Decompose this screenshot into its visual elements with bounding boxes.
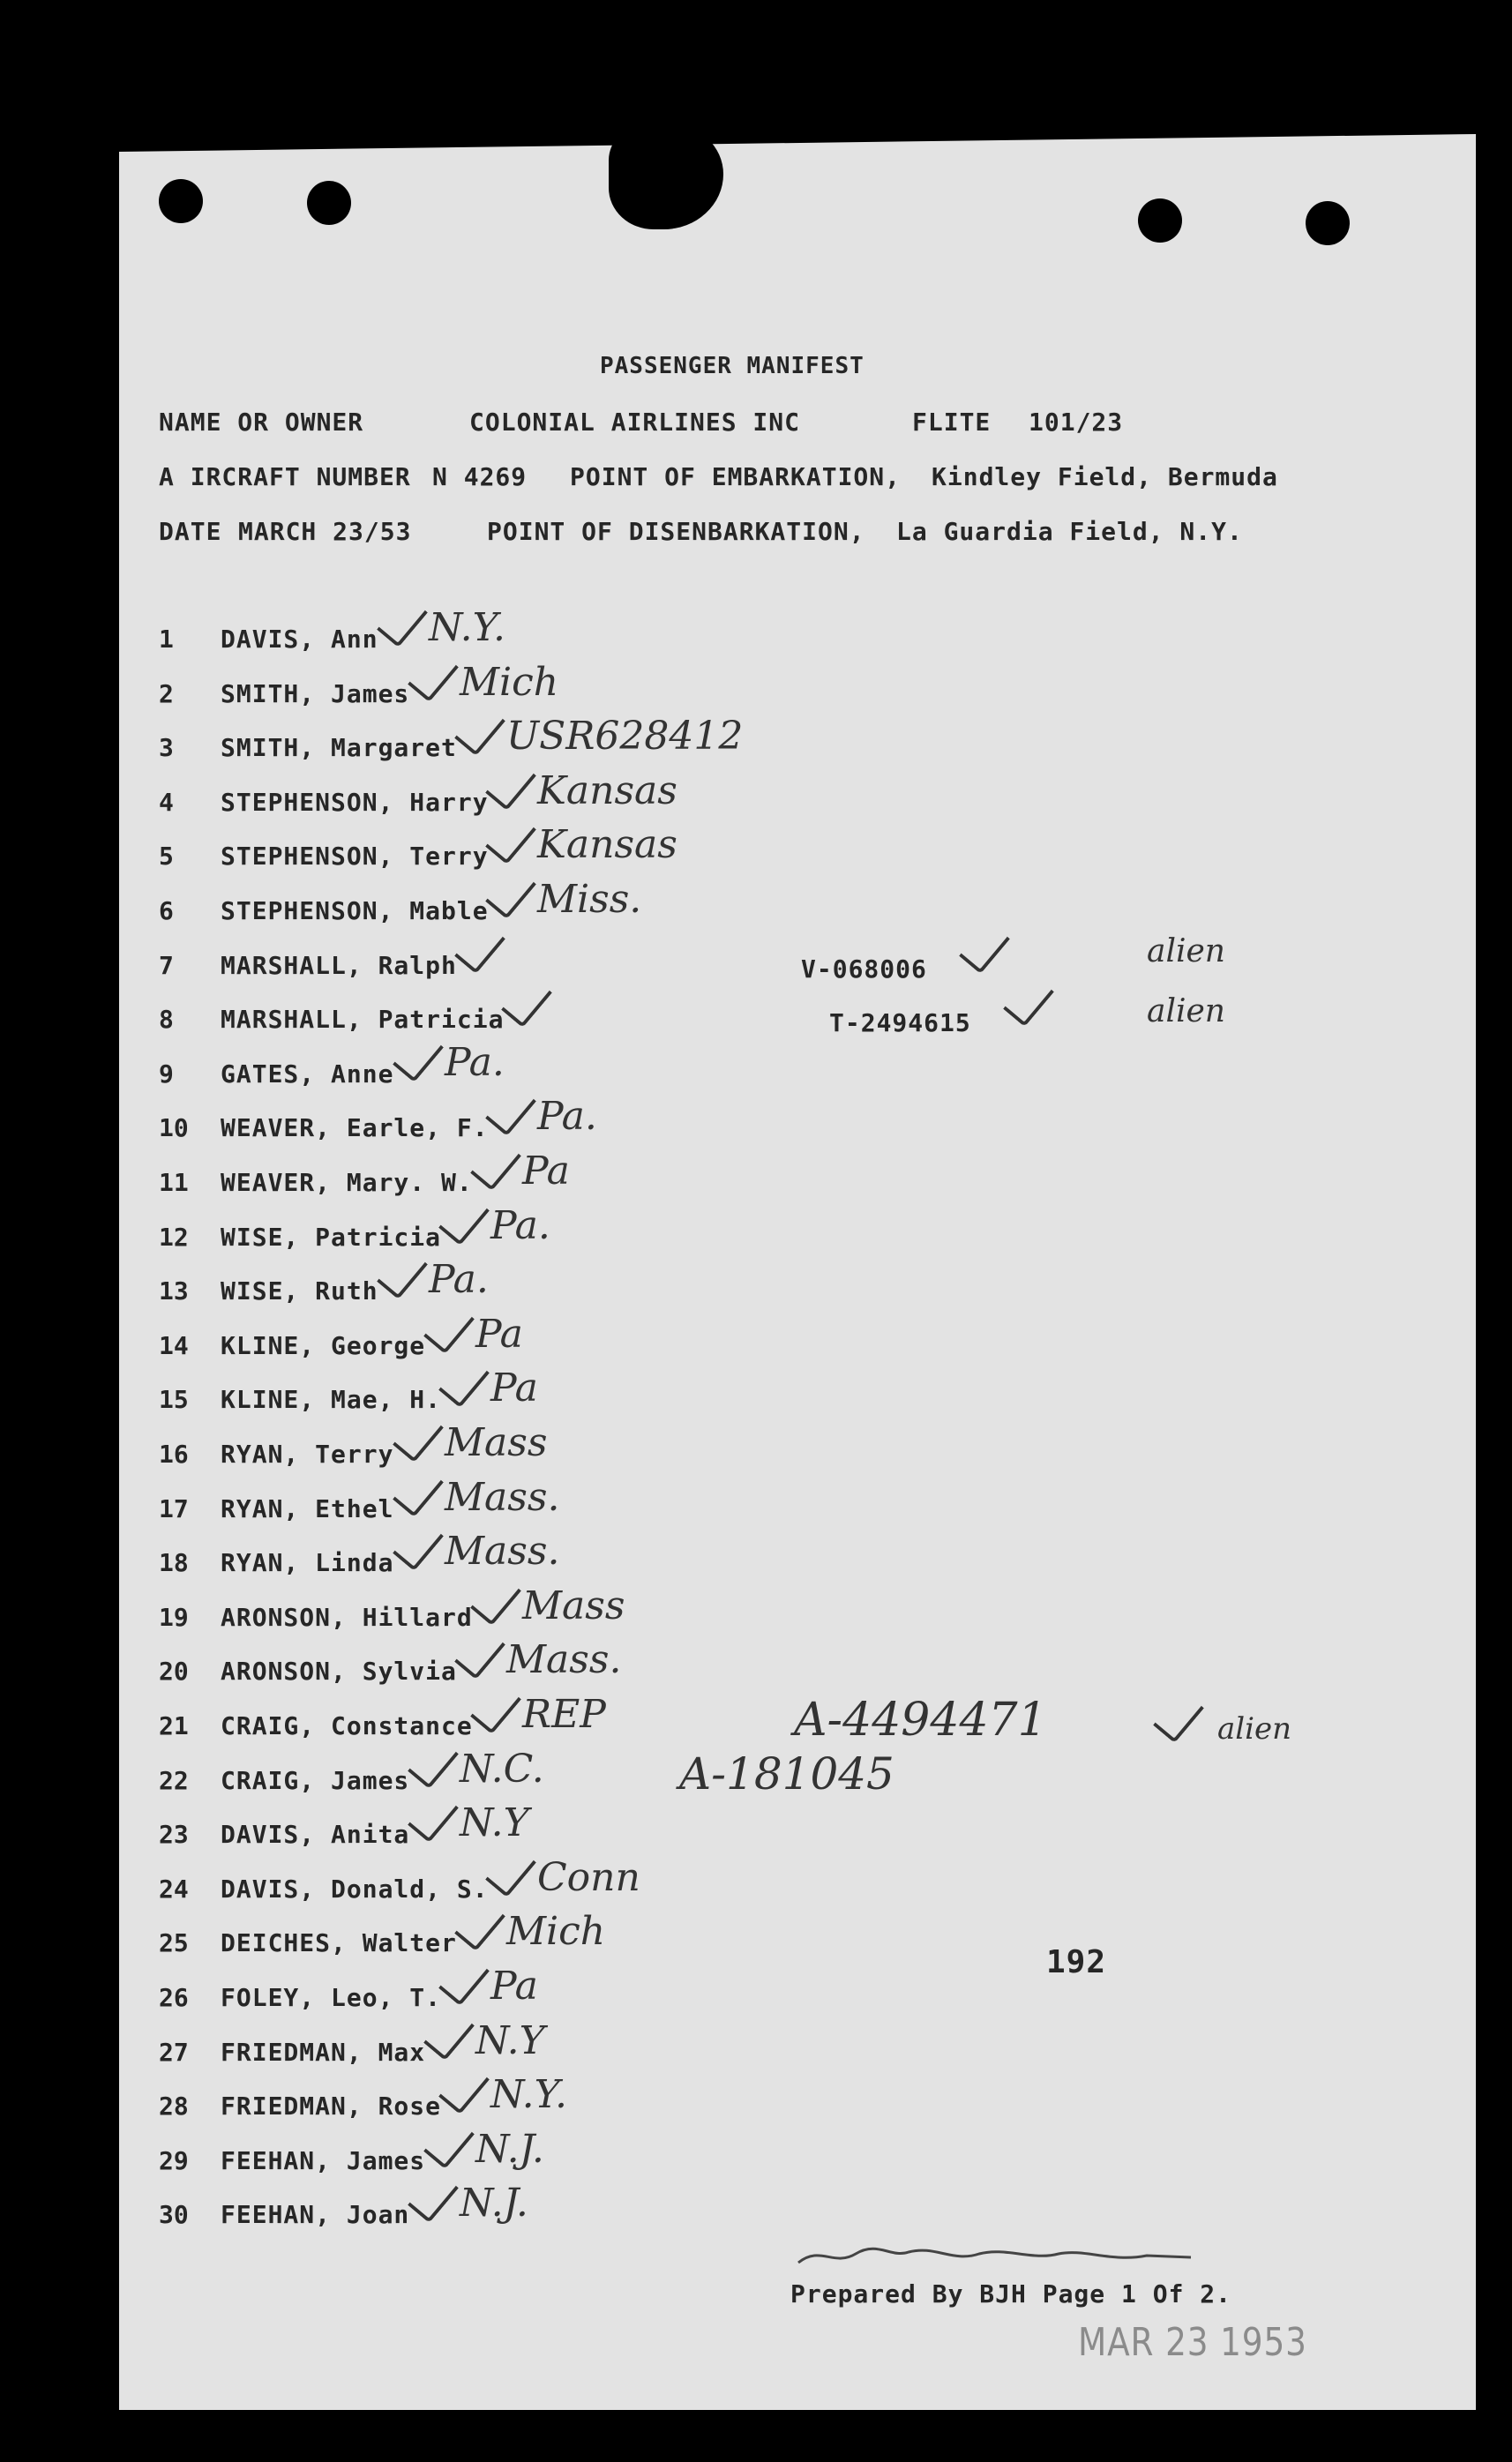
- flite-label: FLITE: [912, 408, 992, 437]
- doc-number-row7: V-068006: [801, 954, 927, 984]
- passenger-number: 13: [159, 1276, 189, 1306]
- alien-note-row8: alien: [1147, 993, 1225, 1029]
- embark-value: Kindley Field, Bermuda: [932, 462, 1278, 491]
- passenger-name: FRIEDMAN, Max: [221, 2038, 426, 2067]
- state-note: N.J.: [475, 2127, 544, 2172]
- state-note: Kansas: [537, 768, 677, 813]
- passenger-name: FRIEDMAN, Rose: [221, 2092, 442, 2121]
- passenger-number: 3: [159, 733, 174, 762]
- passenger-name: STEPHENSON, Terry: [221, 842, 489, 871]
- passenger-number: 15: [159, 1385, 189, 1414]
- passenger-name: WEAVER, Earle, F.: [221, 1113, 489, 1142]
- state-note: Pa.: [429, 1257, 489, 1302]
- passenger-name: DAVIS, Anita: [221, 1820, 410, 1849]
- passenger-number: 10: [159, 1113, 189, 1142]
- disembark-value: La Guardia Field, N.Y.: [896, 517, 1243, 546]
- passenger-number: 22: [159, 1766, 189, 1795]
- state-note: N.C.: [460, 1747, 544, 1792]
- passenger-number: 6: [159, 896, 174, 925]
- passenger-number: 30: [159, 2200, 189, 2229]
- passenger-name: WEAVER, Mary. W.: [221, 1168, 473, 1197]
- state-note: Mich: [506, 1909, 606, 1954]
- state-note: REP: [522, 1692, 606, 1737]
- passenger-name: SMITH, James: [221, 679, 410, 708]
- state-note: N.Y: [475, 2018, 545, 2063]
- disembark-label: POINT OF DISENBARKATION,: [487, 517, 865, 546]
- passenger-number: 18: [159, 1548, 189, 1577]
- passenger-number: 4: [159, 788, 174, 817]
- passenger-number: 12: [159, 1223, 189, 1252]
- signature: [794, 2227, 1200, 2280]
- passenger-number: 23: [159, 1820, 189, 1849]
- passenger-name: DEICHES, Walter: [221, 1928, 457, 1957]
- punch-hole: [159, 179, 203, 223]
- passenger-number: 9: [159, 1059, 174, 1089]
- punch-hole: [1306, 201, 1350, 245]
- passenger-number: 2: [159, 679, 174, 708]
- passenger-name: STEPHENSON, Mable: [221, 896, 489, 925]
- state-note: Pa.: [537, 1094, 597, 1139]
- passenger-number: 5: [159, 842, 174, 871]
- passenger-name: MARSHALL, Ralph: [221, 951, 457, 980]
- state-note: Kansas: [537, 822, 677, 867]
- passenger-name: RYAN, Linda: [221, 1548, 394, 1577]
- passenger-number: 25: [159, 1928, 189, 1957]
- date-value: MARCH 23/53: [238, 517, 412, 546]
- page-number: 192: [1046, 1944, 1107, 1980]
- passenger-number: 29: [159, 2146, 189, 2175]
- passenger-number: 11: [159, 1168, 189, 1197]
- passenger-number: 14: [159, 1331, 189, 1360]
- prepared-by: Prepared By BJH Page 1 Of 2.: [790, 2279, 1232, 2309]
- state-note: Pa.: [490, 1203, 550, 1248]
- passenger-name: CRAIG, Constance: [221, 1711, 473, 1740]
- passenger-number: 21: [159, 1711, 189, 1740]
- passenger-number: 27: [159, 2038, 189, 2067]
- alien-note-row21: alien: [1217, 1711, 1292, 1747]
- owner-value: COLONIAL AIRLINES INC: [469, 408, 801, 437]
- punch-hole: [1138, 198, 1182, 243]
- passenger-name: DAVIS, Ann: [221, 625, 378, 654]
- state-note: N.Y.: [490, 2072, 568, 2117]
- state-note: Pa: [490, 1366, 538, 1411]
- passenger-number: 28: [159, 2092, 189, 2121]
- state-note: Conn: [537, 1855, 640, 1900]
- passenger-number: 8: [159, 1005, 174, 1034]
- state-note: Pa: [475, 1312, 523, 1357]
- state-note: Pa: [522, 1149, 570, 1194]
- state-note: Mich: [460, 660, 559, 705]
- state-note: Miss.: [537, 877, 642, 922]
- passenger-number: 19: [159, 1603, 189, 1632]
- passenger-name: FOLEY, Leo, T.: [221, 1983, 442, 2012]
- state-note: N.Y.: [429, 605, 506, 650]
- passenger-name: SMITH, Margaret: [221, 733, 457, 762]
- passenger-name: RYAN, Terry: [221, 1440, 394, 1469]
- state-note: Mass.: [506, 1637, 622, 1682]
- passenger-number: 7: [159, 951, 174, 980]
- passenger-number: 20: [159, 1657, 189, 1686]
- doc-number-row22: A-181045: [679, 1748, 894, 1800]
- passenger-name: ARONSON, Hillard: [221, 1603, 473, 1632]
- aircraft-label: A IRCRAFT NUMBER: [159, 462, 411, 491]
- state-note: Mass: [445, 1420, 548, 1465]
- passenger-name: KLINE, George: [221, 1331, 426, 1360]
- state-note: N.Y: [460, 1800, 529, 1845]
- passenger-name: ARONSON, Sylvia: [221, 1657, 457, 1686]
- passenger-name: GATES, Anne: [221, 1059, 394, 1089]
- state-note: Pa.: [445, 1040, 505, 1085]
- passenger-name: DAVIS, Donald, S.: [221, 1875, 489, 1904]
- passenger-number: 1: [159, 625, 174, 654]
- date-label: DATE: [159, 517, 222, 546]
- embark-label: POINT OF EMBARKATION,: [570, 462, 902, 491]
- state-note: Mass.: [445, 1529, 560, 1574]
- passenger-name: WISE, Ruth: [221, 1276, 378, 1306]
- passenger-name: STEPHENSON, Harry: [221, 788, 489, 817]
- passenger-name: FEEHAN, Joan: [221, 2200, 410, 2229]
- passenger-name: MARSHALL, Patricia: [221, 1005, 505, 1034]
- doc-number-row21: A-4494471: [794, 1694, 1047, 1747]
- punch-hole: [307, 181, 351, 225]
- passenger-name: CRAIG, James: [221, 1766, 410, 1795]
- passenger-number: 26: [159, 1983, 189, 2012]
- passenger-number: 17: [159, 1494, 189, 1523]
- passenger-number: 16: [159, 1440, 189, 1469]
- state-note: USR628412: [506, 714, 744, 759]
- passenger-name: FEEHAN, James: [221, 2146, 426, 2175]
- state-note: N.J.: [460, 2181, 528, 2226]
- passenger-number: 24: [159, 1875, 189, 1904]
- flite-value: 101/23: [1029, 408, 1124, 437]
- state-note: Pa: [490, 1964, 538, 2009]
- passenger-name: KLINE, Mae, H.: [221, 1385, 442, 1414]
- manifest-title: PASSENGER MANIFEST: [600, 353, 865, 379]
- state-note: Mass.: [445, 1475, 560, 1520]
- passenger-name: RYAN, Ethel: [221, 1494, 394, 1523]
- passenger-name: WISE, Patricia: [221, 1223, 442, 1252]
- state-note: Mass: [522, 1583, 625, 1628]
- aircraft-value: N 4269: [432, 462, 528, 491]
- alien-note-row7: alien: [1147, 933, 1225, 969]
- owner-label: NAME OR OWNER: [159, 408, 364, 437]
- date-stamp: MAR 23 1953: [1078, 2320, 1307, 2365]
- doc-number-row8: T-2494615: [829, 1008, 971, 1037]
